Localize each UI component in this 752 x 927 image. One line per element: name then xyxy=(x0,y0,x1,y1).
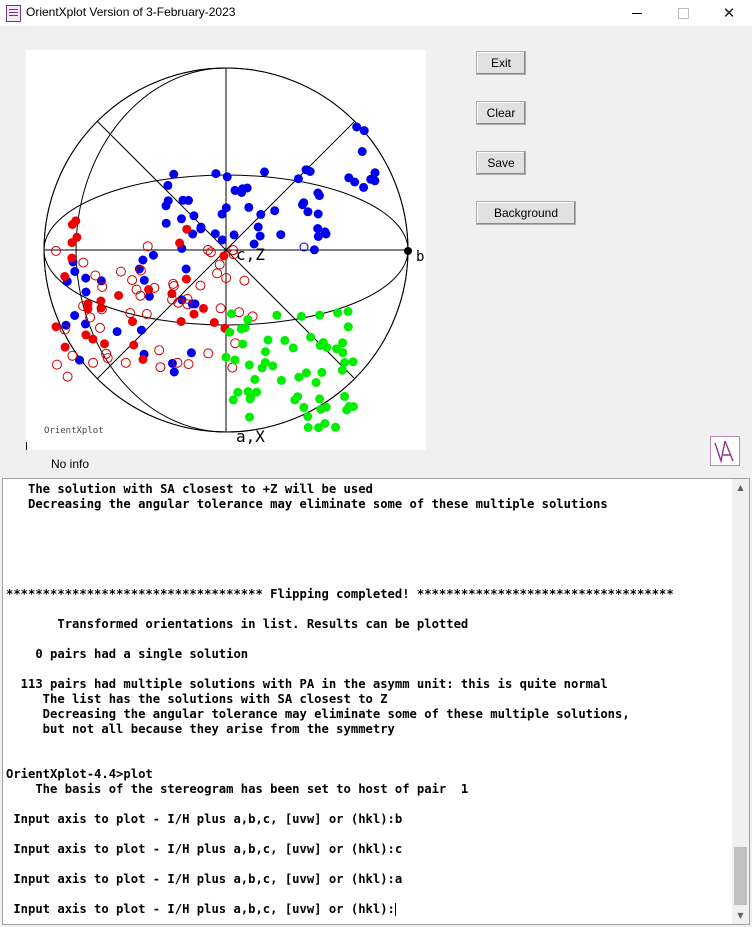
plot-point xyxy=(68,238,77,247)
plot-point xyxy=(67,254,76,263)
plot-point xyxy=(338,338,347,347)
background-button[interactable]: Background xyxy=(476,201,576,225)
plot-point xyxy=(169,170,178,179)
plot-point xyxy=(350,178,359,187)
plot-point xyxy=(140,276,149,285)
plot-point xyxy=(371,168,380,177)
plot-point xyxy=(79,258,88,267)
plot-point xyxy=(241,323,250,332)
plot-point xyxy=(143,242,152,251)
plot-point xyxy=(129,341,138,350)
plot-point xyxy=(359,183,368,192)
plot-point xyxy=(96,323,105,332)
plot-point xyxy=(156,363,165,372)
plot-point xyxy=(340,392,349,401)
plot-point xyxy=(91,271,100,280)
plot-point xyxy=(182,265,191,274)
plot-point xyxy=(321,227,330,236)
plot-point xyxy=(96,297,105,306)
plot-point xyxy=(314,423,323,432)
plot-point xyxy=(302,368,311,377)
plot-point xyxy=(243,184,252,193)
plot-point xyxy=(213,269,222,278)
plot-point xyxy=(298,200,307,209)
plot-point xyxy=(81,274,90,283)
plot-point xyxy=(170,368,179,377)
plot-point xyxy=(270,206,279,215)
plot-point xyxy=(230,230,239,239)
plot-point xyxy=(340,358,349,367)
plot-point xyxy=(299,403,308,412)
text-cursor xyxy=(395,903,396,916)
console-line: OrientXplot-4.4>plot xyxy=(6,767,153,781)
console-line: *********************************** Flipping completed! *********************************** xyxy=(6,587,674,601)
plot-point xyxy=(187,348,196,357)
plot-point xyxy=(315,394,324,403)
plot-point xyxy=(177,214,186,223)
console-line: The basis of the stereogram has been set to host of pair 1 xyxy=(6,782,469,796)
plot-point xyxy=(223,172,232,181)
plot-point xyxy=(238,340,247,349)
plot-point xyxy=(68,351,77,360)
b-axis-label: b xyxy=(416,249,425,265)
maximize-icon xyxy=(678,8,689,19)
watermark: OrientXplot xyxy=(44,426,104,436)
console-line: Decreasing the angular tolerance may eliminate some of these multiple solutions xyxy=(6,497,608,511)
plot-point xyxy=(303,412,312,421)
plot-point xyxy=(70,311,79,320)
logo-icon xyxy=(711,437,739,465)
plot-point xyxy=(280,336,289,345)
plot-point xyxy=(88,335,97,344)
plot-point xyxy=(310,245,319,254)
stereogram-plot[interactable] xyxy=(26,50,426,450)
console-line: Input axis to plot - I/H plus a,b,c, [uvw] or (hkl):c xyxy=(6,842,403,856)
b-axis-point xyxy=(404,247,412,255)
console-scrollbar[interactable] xyxy=(732,479,749,924)
window-title: OrientXplot Version of 3-February-2023 xyxy=(26,5,236,19)
plot-point xyxy=(215,260,224,269)
plot-point xyxy=(144,285,153,294)
plot-point xyxy=(139,355,148,364)
plot-point xyxy=(252,388,261,397)
plot-point xyxy=(81,320,90,329)
console-line: Input axis to plot - I/H plus a,b,c, [uvw] or (hkl):b xyxy=(6,812,403,826)
plot-point xyxy=(196,224,205,233)
plot-point xyxy=(149,251,158,260)
plot-point xyxy=(179,196,188,205)
console-line: Input axis to plot - I/H plus a,b,c, [uvw] or (hkl): xyxy=(6,902,395,916)
plot-point xyxy=(177,317,186,326)
plot-point xyxy=(331,423,340,432)
console-text xyxy=(6,482,674,917)
plot-point xyxy=(138,256,147,265)
plot-point xyxy=(250,375,259,384)
plot-point xyxy=(358,147,367,156)
plot-point xyxy=(254,223,263,232)
plot-point xyxy=(196,281,205,290)
plot-point xyxy=(70,267,79,276)
plot-point xyxy=(303,207,312,216)
app-icon xyxy=(6,5,21,22)
plot-point xyxy=(338,348,347,357)
minimize-button[interactable] xyxy=(614,0,660,26)
console-line: Input axis to plot - I/H plus a,b,c, [uvw] or (hkl):a xyxy=(6,872,403,886)
plot-point xyxy=(344,307,353,316)
plot-point xyxy=(53,360,62,369)
plot-point xyxy=(277,376,286,385)
c-axis-label: c,Z xyxy=(236,245,265,264)
plot-point xyxy=(261,358,270,367)
plot-point xyxy=(349,357,358,366)
plot-point xyxy=(52,246,61,255)
plot-point xyxy=(222,353,231,362)
plot-point xyxy=(261,347,270,356)
plot-point xyxy=(272,311,281,320)
console-line: but not all because they arise from the symmetry xyxy=(6,722,395,736)
plot-point xyxy=(240,276,249,285)
close-icon: ✕ xyxy=(722,4,736,22)
plot-point xyxy=(206,248,215,257)
plot-point xyxy=(256,210,265,219)
plot-point xyxy=(89,358,98,367)
scroll-down-icon[interactable]: ▼ xyxy=(737,911,744,920)
plot-point xyxy=(164,196,173,205)
plot-point xyxy=(244,387,253,396)
a-axis-label: a,X xyxy=(236,427,265,446)
plot-point xyxy=(302,165,311,174)
plot-point xyxy=(121,358,130,367)
plot-point xyxy=(155,346,164,355)
plot-point xyxy=(182,225,191,234)
minimize-icon xyxy=(632,13,642,14)
console-output[interactable] xyxy=(2,478,750,925)
plot-point xyxy=(199,304,208,313)
plot-point xyxy=(128,317,137,326)
plot-point xyxy=(312,378,321,387)
console-line: Decreasing the angular tolerance may eliminate some of these multiple solutions, xyxy=(6,707,630,721)
close-button[interactable] xyxy=(706,0,752,26)
plot-point xyxy=(182,275,191,284)
plot-point xyxy=(189,211,198,220)
plot-point xyxy=(113,327,122,336)
plot-point xyxy=(245,360,254,369)
plot-point xyxy=(218,235,227,244)
scroll-thumb[interactable] xyxy=(734,847,747,905)
maximize-button[interactable] xyxy=(660,0,706,26)
plot-point xyxy=(256,232,265,241)
title-bar xyxy=(0,0,752,26)
plot-point xyxy=(317,368,326,377)
plot-point xyxy=(184,360,193,369)
clear-button[interactable]: Clear xyxy=(476,101,526,125)
plot-point xyxy=(260,167,269,176)
plot-point xyxy=(235,308,244,317)
plot-point xyxy=(128,276,137,285)
plot-point xyxy=(306,333,315,342)
plot-point xyxy=(314,210,323,219)
plot-point xyxy=(162,219,171,228)
plot-point xyxy=(231,186,240,195)
plot-point xyxy=(304,423,313,432)
plot-point xyxy=(175,239,184,248)
plot-point xyxy=(211,169,220,178)
plot-point xyxy=(338,366,347,375)
plot-point xyxy=(114,291,123,300)
plot-point xyxy=(216,304,225,313)
plot-point xyxy=(322,343,331,352)
plot-point xyxy=(227,309,236,318)
green-point-cluster xyxy=(222,307,358,432)
plot-point xyxy=(61,343,70,352)
plot-point xyxy=(52,322,61,331)
plot-point xyxy=(289,343,298,352)
plot-point xyxy=(63,372,72,381)
status-text: No info xyxy=(51,457,90,471)
plot-point xyxy=(219,251,228,260)
plot-point xyxy=(233,388,242,397)
plot-point xyxy=(264,336,273,345)
console-line: The list has the solutions with SA closest to Z xyxy=(6,692,388,706)
plot-point xyxy=(190,310,199,319)
plot-point xyxy=(100,339,109,348)
plot-point xyxy=(225,328,234,337)
console-line: 0 pairs had a single solution xyxy=(6,647,249,661)
plot-point xyxy=(116,267,125,276)
plot-point xyxy=(293,392,302,401)
plot-point xyxy=(211,229,220,238)
stereogram-svg xyxy=(26,50,426,450)
save-button[interactable]: Save xyxy=(476,151,526,175)
plot-point xyxy=(352,123,361,132)
console-line: Transformed orientations in list. Results can be plotted xyxy=(6,617,469,631)
plot-point xyxy=(243,315,252,324)
exit-button[interactable]: Exit xyxy=(476,51,526,75)
plot-point xyxy=(210,318,219,327)
plot-point xyxy=(204,349,213,358)
plot-point xyxy=(229,395,238,404)
red-point-cluster xyxy=(52,216,230,364)
plot-point xyxy=(315,311,324,320)
plot-point xyxy=(244,203,253,212)
scroll-up-icon[interactable]: ▲ xyxy=(737,483,744,492)
plot-point xyxy=(68,220,77,229)
logo xyxy=(710,436,740,466)
plot-point xyxy=(313,189,322,198)
console-line: 113 pairs had multiple solutions with PA in the asymm unit: this is quite normal xyxy=(6,677,608,691)
plot-point xyxy=(333,308,342,317)
plot-point xyxy=(345,402,354,411)
plot-point xyxy=(245,413,254,422)
plot-point xyxy=(294,174,303,183)
plot-point xyxy=(137,326,146,335)
console-line: The solution with SA closest to +Z will be used xyxy=(6,482,373,496)
divider xyxy=(26,442,27,450)
plot-point xyxy=(231,356,240,365)
plot-point xyxy=(276,230,285,239)
plot-point xyxy=(82,288,91,297)
plot-point xyxy=(370,176,379,185)
plot-point xyxy=(222,203,231,212)
plot-point xyxy=(316,405,325,414)
plot-point xyxy=(297,312,306,321)
plot-point xyxy=(60,272,69,281)
plot-point xyxy=(163,181,172,190)
plot-point xyxy=(344,322,353,331)
